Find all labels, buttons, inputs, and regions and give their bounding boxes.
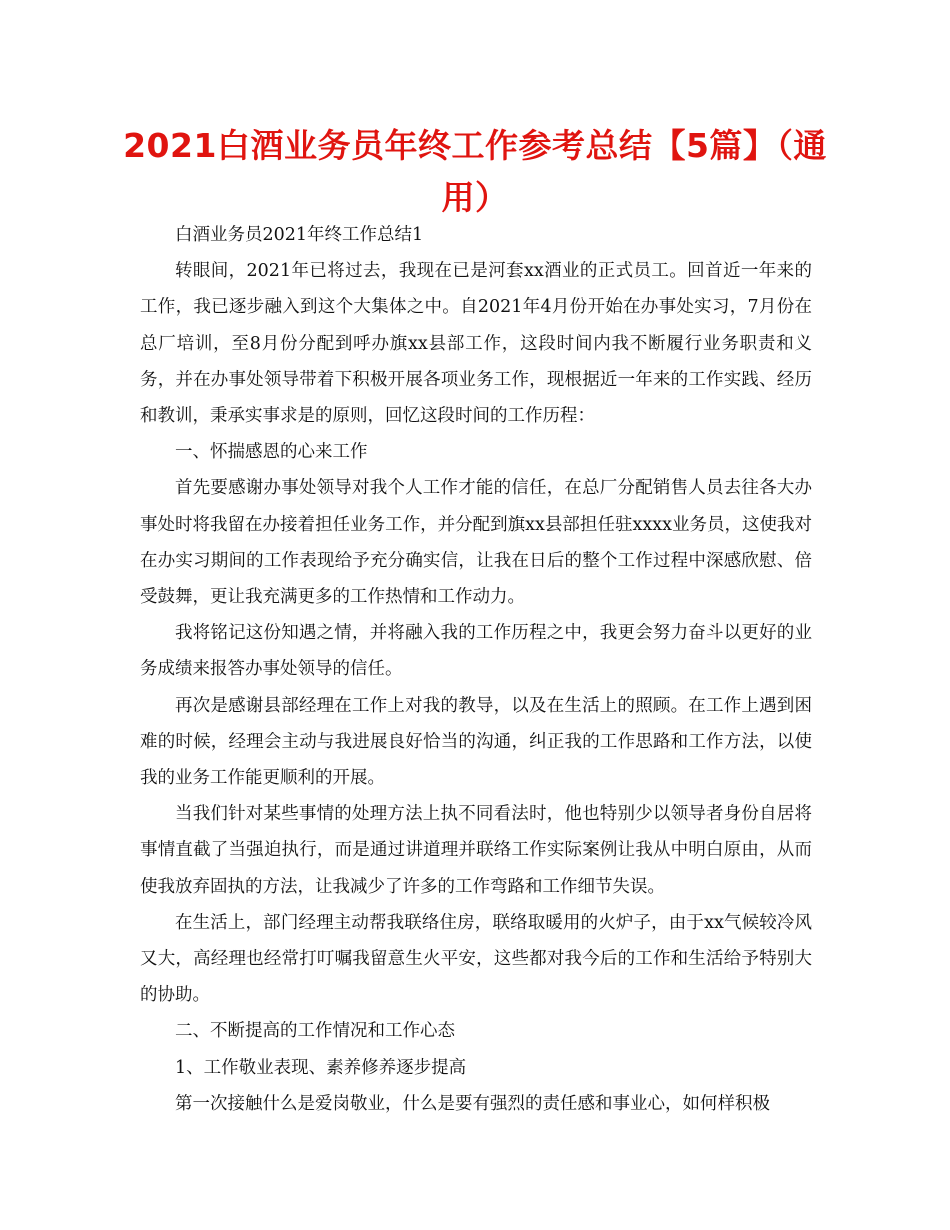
paragraph: 我将铭记这份知遇之情，并将融入我的工作历程之中，我更会努力奋斗以更好的业务成绩来报答办事处领导的信任。 [140, 623, 812, 680]
paragraph: 再次是感谢县部经理在工作上对我的教导，以及在生活上的照顾。在工作上遇到困难的时候，经理会主动与我进展良好恰当的沟通，纠正我的工作思路和工作方法，以使我的业务工作能更顺利的开展。 [140, 695, 812, 789]
paragraph: 白酒业务员2021年终工作总结1 [175, 225, 424, 245]
paragraph: 首先要感谢办事处领导对我个人工作才能的信任，在总厂分配销售人员去往各大办事处时将我留在办接着担任业务工作，并分配到旗xx县部担任驻xxxx业务员，这使我对在办实习期间的工作表现给予充分确实信，让我在日后的整个工作过程中深感欣慰、倍受鼓舞，更让我充满更多的工作热情和工作动力。 [140, 478, 812, 608]
document-body [140, 217, 812, 1122]
paragraph: 第一次接触什么是爱岗敬业，什么是要有强烈的责任感和事业心，如何样积极 [175, 1093, 770, 1114]
section-heading: 二、不断提高的工作情况和工作心态 [175, 1021, 455, 1042]
paragraph: 转眼间，2021年已将过去，我现在已是河套xx酒业的正式员工。回首近一年来的工作，我已逐步融入到这个大集体之中。自2021年4月份开始在办事处实习，7月份在总厂培训，至8月份分配到呼办旗xx县部工作，这段时间内我不断履行业务职责和义务，并在办事处领导带着下积极开展各项业务工作，现根据近一年来的工作实践、经历和教训，秉承实事求是的原则，回忆这段时间的工作历程： [140, 261, 812, 427]
section-heading: 一、怀揣感恩的心来工作 [175, 442, 368, 463]
document-title: 2021白酒业务员年终工作参考总结【5篇】（通用） [123, 126, 827, 217]
paragraph: 在生活上，部门经理主动帮我联络住房，联络取暖用的火炉子，由于xx气候较冷风又大，高经理也经常打叮嘱我留意生火平安，这些都对我今后的工作和生活给予特别大的协助。 [140, 912, 812, 1006]
subsection-heading: 1、工作敬业表现、素养修养逐步提高 [175, 1057, 467, 1078]
paragraph: 当我们针对某些事情的处理方法上执不同看法时，他也特别少以领导者身份自居将事情直截了当强迫执行，而是通过讲道理并联络工作实际案例让我从中明白原由，从而使我放弃固执的方法，让我减少了许多的工作弯路和工作细节失误。 [140, 804, 812, 897]
